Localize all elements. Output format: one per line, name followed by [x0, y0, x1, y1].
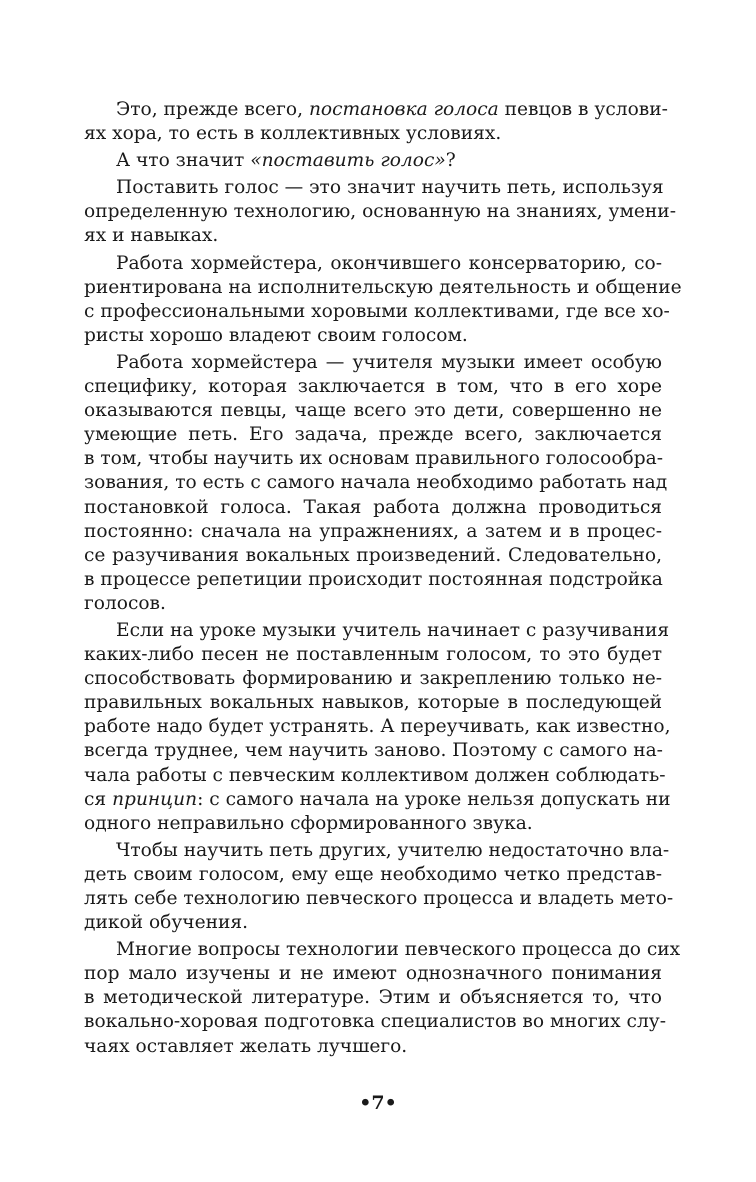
text-line [84, 224, 662, 248]
text-segment: : с самого начала на уроке нельзя допускать ни [197, 788, 671, 810]
paragraph [84, 176, 676, 248]
text-line [84, 399, 662, 423]
text-segment: Работа хормейстера — учителя музыки имеет особую [116, 351, 662, 373]
text-segment: Чтобы научить петь других, учителю недостаточно вла- [116, 839, 670, 861]
text-segment: вокально-хоровая подготовка специалистов во многих слу- [84, 1011, 667, 1033]
paragraph [84, 98, 668, 146]
emphasized-text: «поставить голос» [250, 150, 446, 172]
text-segment: определенную технологию, основанную на знаниях, умени- [84, 201, 676, 223]
text-line [84, 788, 671, 812]
page-body [84, 98, 682, 1059]
text-line [84, 643, 662, 667]
paragraph [84, 938, 681, 1058]
text-segment: умеющие петь. Его задача, прежде всего, заключается [84, 424, 662, 446]
text-segment: одного неправильно сформированного звука. [84, 812, 533, 834]
text-line [84, 98, 668, 122]
text-segment: Работа хормейстера, окончившего консерваторию, со- [116, 252, 662, 274]
text-line [84, 324, 662, 348]
text-segment: Если на уроке музыки учитель начинает с разучивания [116, 619, 670, 641]
text-segment: в том, чтобы научить их основам правильного голосообра- [84, 448, 663, 470]
text-line [84, 122, 662, 146]
text-segment: се разучивания вокальных произведений. Следовательно, [84, 544, 662, 566]
text-segment: ях и навыках. [84, 225, 219, 247]
text-line [84, 423, 662, 447]
text-segment: оказываются певцы, чаще всего это дети, совершенно не [84, 400, 662, 422]
text-line [84, 447, 662, 471]
text-line [84, 252, 662, 276]
paragraph [84, 149, 662, 173]
text-segment: в процессе репетиции происходит постоянная подстройка [84, 568, 663, 590]
text-line [84, 863, 662, 887]
text-line [84, 568, 662, 592]
text-line [84, 887, 674, 911]
text-line [84, 544, 662, 568]
text-line [84, 839, 670, 863]
text-line [84, 739, 662, 763]
text-segment: всегда труднее, чем научить заново. Поэтому с самого на- [84, 740, 663, 762]
text-segment: А что значит [116, 150, 251, 172]
text-segment: певцов в услови- [498, 99, 668, 120]
text-line [84, 715, 671, 739]
text-segment: пор мало изучены и не имеют однозначного понимания [84, 963, 662, 985]
text-segment: риентирована на исполнительскую деятельность и общение [84, 276, 682, 298]
text-line [84, 691, 662, 715]
paragraph [84, 351, 668, 616]
text-line [84, 764, 666, 788]
text-segment: ях хора, то есть в коллективных условиях. [84, 123, 502, 145]
text-segment: ся [84, 788, 113, 810]
text-segment: работе надо будет устранять. А переучивать, как известно, [84, 716, 671, 738]
text-line [84, 276, 682, 300]
text-line [84, 986, 662, 1010]
paragraph [84, 839, 674, 935]
text-line [84, 496, 662, 520]
text-segment: дикой обучения. [84, 912, 249, 934]
text-segment: специфику, которая заключается в том, что в его хоре [84, 376, 662, 398]
text-line [84, 962, 662, 986]
text-line [84, 1010, 667, 1034]
text-line [84, 1035, 662, 1059]
text-line [84, 300, 670, 324]
text-line [84, 471, 668, 495]
text-segment: деть своим голосом, ему еще необходимо четко представ- [84, 863, 662, 885]
text-segment: чаях оставляет желать лучшего. [84, 1035, 408, 1057]
text-line [84, 938, 681, 962]
text-segment: постоянно: сначала на упражнениях, а затем и в процес- [84, 520, 662, 542]
text-segment: Это, прежде всего, [116, 99, 309, 120]
text-line [84, 619, 670, 643]
text-segment: чала работы с певческим коллективом должен соблюдать- [84, 764, 666, 786]
text-segment: правильных вокальных навыков, которые в последующей [84, 692, 662, 714]
text-line [84, 812, 662, 836]
text-segment: постановкой голоса. Такая работа должна проводиться [84, 496, 662, 518]
text-line [84, 176, 662, 200]
text-line [84, 375, 662, 399]
text-line [84, 592, 662, 616]
page-number: •7• [359, 1092, 397, 1114]
paragraph [84, 252, 682, 348]
text-segment: каких-либо песен не поставленным голосом, то это будет [84, 644, 662, 666]
text-segment: Поставить голос — это значит научить петь, используя [116, 177, 664, 199]
text-segment: Многие вопросы технологии певческого процесса до сих [116, 939, 681, 961]
emphasized-text: постановка голоса [308, 99, 499, 120]
text-segment: зования, то есть с самого начала необходимо работать над [84, 472, 668, 494]
text-segment: ? [445, 150, 456, 172]
text-line [84, 200, 676, 224]
text-line [84, 520, 662, 544]
paragraph [84, 619, 671, 836]
text-line [84, 667, 662, 691]
text-segment: с профессиональными хоровыми коллективами, где все хо- [84, 300, 670, 322]
text-line [84, 911, 662, 935]
text-segment: ристы хорошо владеют своим голосом. [84, 324, 468, 346]
emphasized-text: принцип [112, 788, 198, 810]
text-segment: в методической литературе. Этим и объясняется то, что [84, 987, 662, 1009]
text-line [84, 149, 662, 173]
text-segment: лять себе технологию певческого процесса и владеть мето- [84, 888, 674, 909]
text-segment: голосов. [84, 592, 166, 614]
text-line [84, 351, 662, 375]
text-segment: способствовать формированию и закреплению только не- [84, 668, 662, 690]
